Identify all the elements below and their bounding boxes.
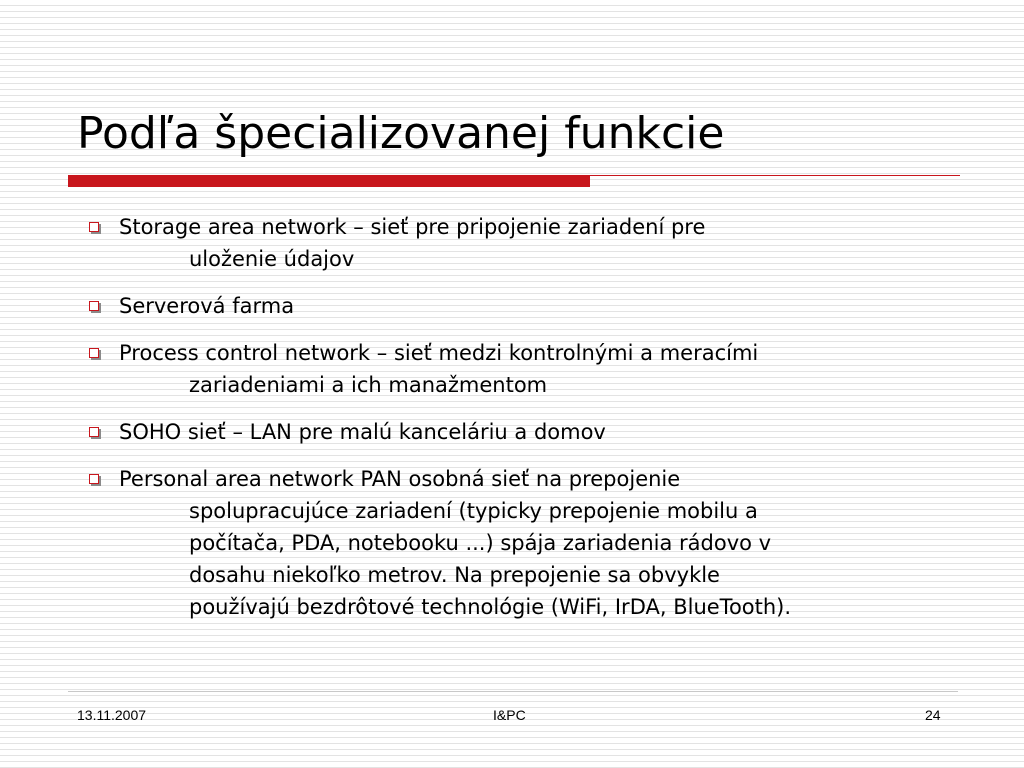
bullet-text: [119, 416, 986, 448]
slide-title: Podľa špecializovanej funkcie: [77, 108, 725, 159]
bullet-line: spolupracujúce zariadení (typicky prepojenie mobilu a: [189, 499, 758, 523]
bullet-line: počítača, PDA, notebooku ...) spája zariadenia rádovo v: [189, 531, 772, 555]
bullet-text: [119, 211, 986, 275]
hollow-square-bullet-icon: [89, 348, 99, 358]
hollow-square-bullet-icon: [89, 301, 99, 311]
bullet-item-storage-area-network: [86, 211, 986, 275]
hollow-square-bullet-icon: [89, 222, 99, 232]
title-underline-bar: [68, 175, 590, 187]
bullet-text: [119, 290, 986, 322]
bullet-line: dosahu niekoľko metrov. Na prepojenie sa obvykle: [189, 563, 720, 587]
bullet-text: [119, 337, 986, 401]
hollow-square-bullet-icon: [89, 474, 99, 484]
bullet-line: SOHO sieť – LAN pre malú kanceláriu a domov: [119, 420, 606, 444]
bullet-line: používajú bezdrôtové technológie (WiFi, IrDA, BlueTooth).: [189, 595, 792, 619]
bullet-list: [86, 211, 986, 638]
bullet-item-personal-area-network: [86, 463, 986, 623]
footer-divider: [68, 691, 958, 692]
slide-number: 24: [925, 707, 941, 723]
bullet-line: Process control network – sieť medzi kontrolnými a meracími: [119, 341, 759, 365]
footer-center-text: I&PC: [493, 707, 526, 723]
bullet-line: Serverová farma: [119, 294, 295, 318]
bullet-line: Storage area network – sieť pre pripojenie zariadení pre: [119, 215, 706, 239]
bullet-line: zariadeniami a ich manažmentom: [189, 373, 548, 397]
hollow-square-bullet-icon: [89, 427, 99, 437]
bullet-line: uloženie údajov: [189, 247, 355, 271]
footer-date: 13.11.2007: [77, 707, 147, 723]
bullet-line: Personal area network PAN osobná sieť na prepojenie: [119, 467, 681, 491]
bullet-item-serverova-farma: [86, 290, 986, 322]
bullet-item-process-control-network: [86, 337, 986, 401]
title-underline-line: [590, 175, 960, 176]
bullet-text: [119, 463, 986, 623]
bullet-item-soho: [86, 416, 986, 448]
